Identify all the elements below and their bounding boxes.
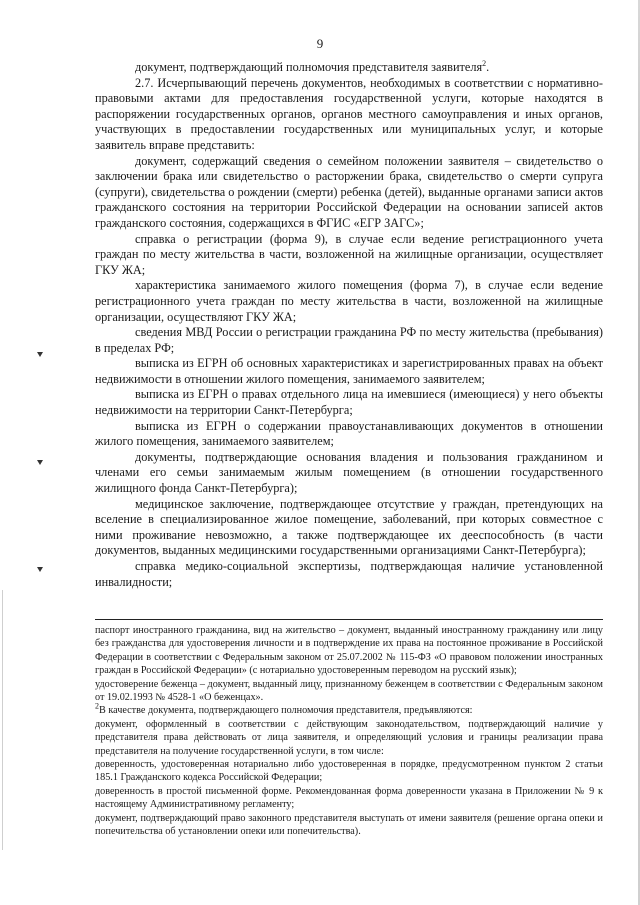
paragraph-2-7: 2.7. Исчерпывающий перечень документов, необходимых в соответствии с нормативно-правовыми актами для предоставления государственной услуги, которые находятся в распоряжении государственных органов, органов местного самоуправления и иных органов, участвующих в предоставлении государственных или муниципальных услуг, и которые заявитель вправе представить: [95,75,603,152]
paragraph-tenure-docs: документы, подтверждающие основания владения и пользования гражданином и членами его семьи занимаемым жилым помещением (в отношении государственного жилищного фонда Санкт-Петербурга); [95,449,603,496]
paragraph-egrn-title-docs: выписка из ЕГРН о содержании правоустанавливающих документов в отношении жилого помещения, занимаемого заявителем; [95,418,603,449]
footnote-number: 2 [95,702,99,712]
margin-mark-icon [36,565,44,573]
footnote-simple-power: доверенность в простой письменной форме. Рекомендованная форма доверенности указана в Приложении № 9 к настоящему Административному регламенту; [95,785,603,811]
footnote-authority-doc: документ, оформленный в соответствии с действующим законодательством, подтверждающий наличие у представителя права действовать от лица заявителя, и определяющий условия и границы реализации права представителя на получение государственной услуги, в том числе: [95,718,603,757]
footnote-text: В качестве документа, подтверждающего полномочия представителя, предъявляются: [99,705,473,717]
footnote-foreign-passport: паспорт иностранного гражданина, вид на жительство – документ, выданный иностранному гражданину или лицу без гражданства для удостоверения личности и в подтверждение их права на постоянное проживание в Российской Федерации в соответствии с Федеральным законом от 25.07.2002 № 115-ФЗ «О правовом положении иностранных граждан в Российской Федерации» (с нотариально удостоверенным переводом на русский язык); [95,625,603,677]
paragraph-medical-conclusion: медицинское заключение, подтверждающее отсутствие у граждан, претендующих на вселение в специализированное жилое помещение, заболеваний, при которых совместное с ними проживание невозможно, а также подтверждающее их дееспособность (в части документов, выданных медицинскими государственными организациями Санкт-Петербурга); [95,496,603,558]
paragraph-tail: . [486,60,490,74]
footnote-2 [95,704,603,717]
paragraph-representative-doc [95,60,603,76]
paragraph-housing-characteristic: характеристика занимаемого жилого помещения (форма 7), в случае если ведение регистрационного учета граждан по месту жительства в части, возложенной на жилищные организации, осуществляют ГКУ ЖА; [95,278,603,324]
footnote-notarized-power: доверенность, удостоверенная нотариально либо удостоверенная в порядке, предусмотренном пунктом 2 статьи 185.1 Гражданского кодекса Российской Федерации; [95,759,603,784]
paragraph-egrn-rights: выписка из ЕГРН о правах отдельного лица на имевшиеся (имеющиеся) у него объекты недвижимости на территории Санкт-Петербурга; [95,387,603,418]
footnote-ref-2: 2 [482,58,487,68]
margin-mark-icon [36,350,44,358]
footnote-refugee-id: удостоверение беженца – документ, выданный лицу, признанному беженцем в соответствии с Федеральным законом от 19.02.1993 № 4528-1 «О беженцах». [95,678,603,704]
paragraph-egrn-characteristics: выписка из ЕГРН об основных характеристиках и зарегистрированных правах на объект недвижимости в отношении жилого помещения, занимаемого заявителем; [95,356,603,386]
footnote-legal-representative: документ, подтверждающий право законного представителя выступать от имени заявителя (решение органа опеки и попечительства об установлении опеки или попечительства). [95,812,603,838]
page-number: 9 [316,36,324,51]
margin-mark-icon [36,458,44,466]
paragraph-family-status: документ, содержащий сведения о семейном положении заявителя – свидетельство о заключении брака или свидетельство о расторжении брака, свидетельство о смерти супруга (супруги), свидетельства о рождении (смерти) ребенка (детей), выданные органами записи актов гражданского состояния на территории Российской Федерации на основании записей актов гражданского состояния, содержащихся в ФГИС «ЕГР ЗАГС»; [95,153,603,230]
body-text [95,60,603,590]
footnotes [95,624,603,839]
paragraph-mvd-info: сведения МВД России о регистрации гражданина РФ по месту жительства (пребывания) в пределах РФ; [95,325,603,355]
scan-edge-left [2,590,3,850]
paragraph-registration-certificate: справка о регистрации (форма 9), в случае если ведение регистрационного учета граждан по месту жительства в части, возложенной на жилищные организации, осуществляет ГКУ ЖА; [95,231,603,277]
paragraph-disability-certificate: справка медико-социальной экспертизы, подтверждающая наличие установленной инвалидности; [95,559,603,589]
paragraph-text: документ, подтверждающий полномочия представителя заявителя [135,60,483,74]
footnote-divider [95,619,603,620]
